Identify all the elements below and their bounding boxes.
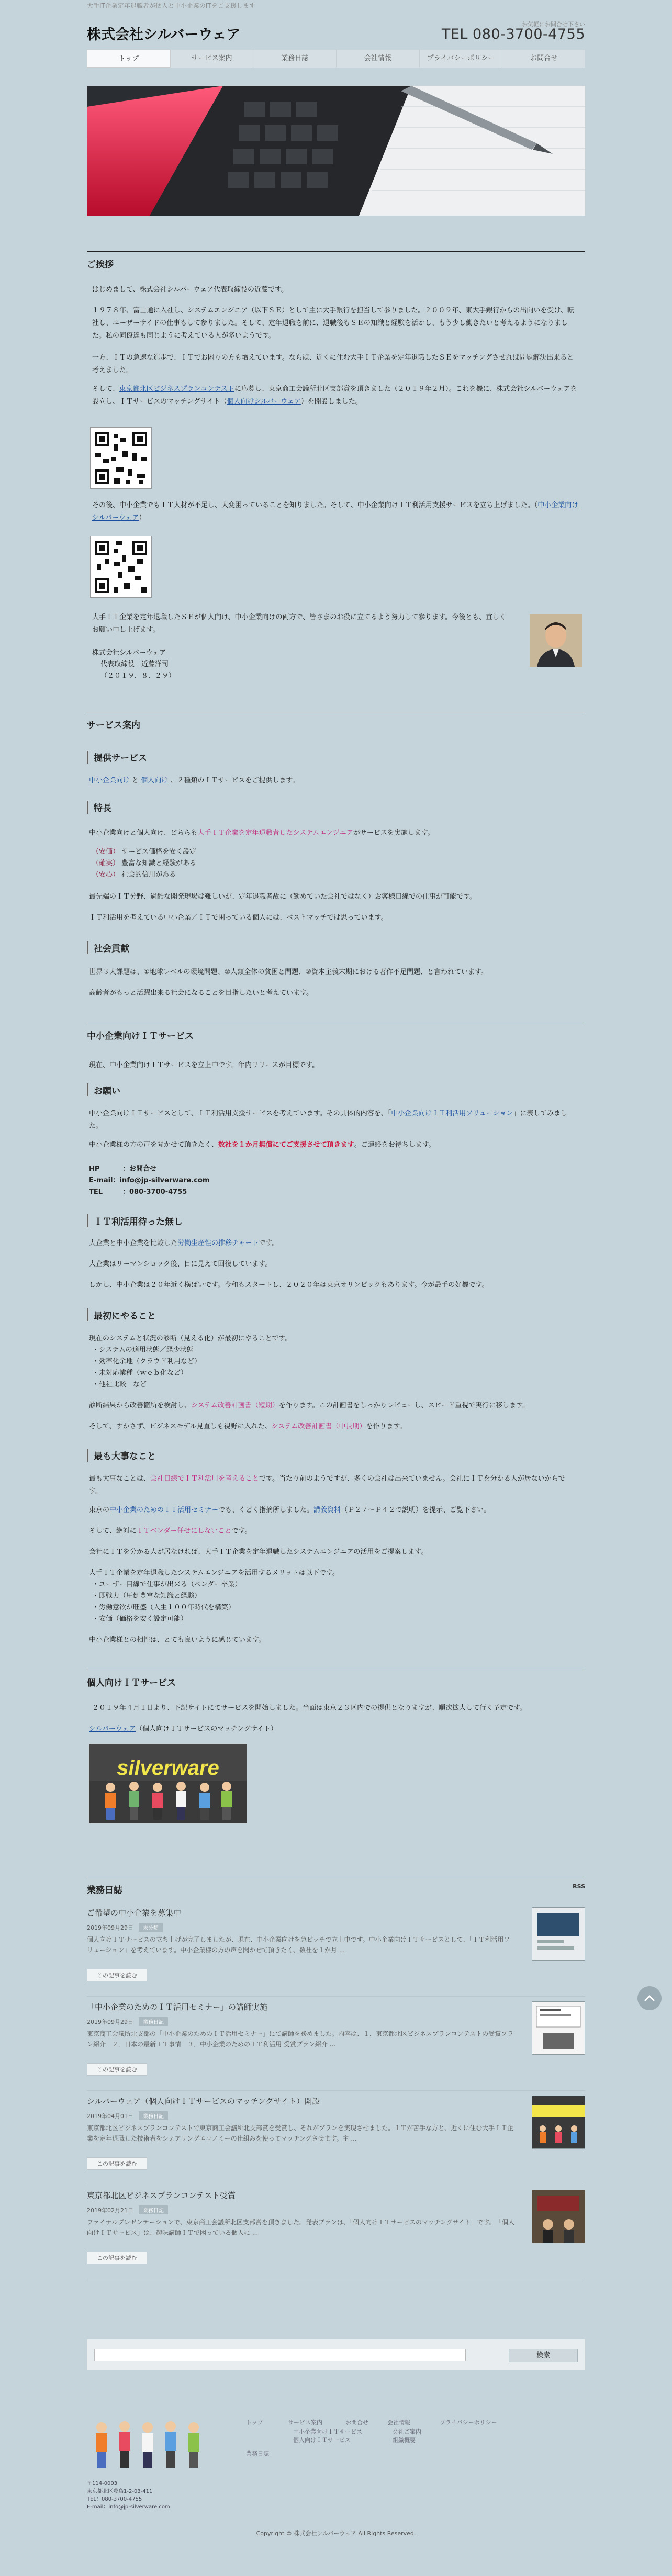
blog-thumbnail[interactable] bbox=[532, 2190, 585, 2243]
footer-link-individual[interactable]: 個人向けＩＴサービス bbox=[293, 2437, 351, 2444]
important-p5: 大手ＩＴ企業を定年退職したシステムエンジニアを活用するメリットは以下です。 bbox=[89, 1569, 339, 1577]
individual-title: 個人向けＩＴサービス bbox=[87, 1670, 585, 1693]
merit-2: ・即戦力（圧倒豊富な知識と経験） bbox=[92, 1592, 201, 1600]
contact-email[interactable]: E-mail：info@jp-silverware.com bbox=[89, 1177, 210, 1184]
chevron-up-icon bbox=[637, 1986, 662, 2010]
company-perspective: 会社目線でＩＴ利活用を考えること bbox=[150, 1475, 260, 1483]
sme-site-link[interactable]: 中小企業向けシルバーウェア bbox=[92, 501, 579, 522]
important-p2-b: でも、くどく指摘所しました。 bbox=[218, 1506, 314, 1514]
important-p6: 中小企業様との相性は、とても良いように感じています。 bbox=[89, 1636, 265, 1644]
blog-item-meta bbox=[87, 2017, 168, 2026]
greeting-title: ご挨拶 bbox=[87, 251, 585, 274]
header-phone: TEL 080-3700-4755 bbox=[441, 26, 585, 42]
feature-intro-a: 中小企業向けと個人向け、どちらも bbox=[89, 829, 198, 837]
greeting-p5 bbox=[92, 499, 579, 524]
features-heading: 特長 bbox=[87, 801, 585, 814]
blog-item-title[interactable]: 「中小企業のためのＩＴ活用セミナー」の講師実施 bbox=[87, 2002, 268, 2012]
important-p1-a: 最も大事なことは、 bbox=[89, 1475, 151, 1483]
blog-item-title[interactable]: シルバーウェア（個人向けＩＴサービスのマッチングサイト）開設 bbox=[87, 2097, 320, 2106]
request-p2-c: 。ご連絡をお待ちします。 bbox=[354, 1141, 435, 1149]
search-button[interactable]: 検索 bbox=[509, 2349, 578, 2362]
silverware-site-link[interactable]: シルバーウェア bbox=[89, 1725, 136, 1733]
footer-link-services[interactable]: サービス案内 bbox=[288, 2419, 322, 2426]
urgency-p2: 大企業はリーマンショック後、目に見えて回復しています。 bbox=[89, 1260, 272, 1268]
greeting-p4 bbox=[92, 383, 579, 408]
greeting-p4-a: そして、 bbox=[92, 385, 119, 393]
banner-logo-text: silverware bbox=[117, 1756, 219, 1779]
footer-link-privacy[interactable]: プライバシーポリシー bbox=[440, 2419, 497, 2426]
blog-item-category[interactable]: 未分類 bbox=[139, 1923, 163, 1932]
contact-hp bbox=[89, 1163, 156, 1175]
merit-4: ・安価（価格を安く設定可能） bbox=[92, 1615, 188, 1623]
sme-title: 中小企業向けＩＴサービス bbox=[87, 1023, 585, 1046]
blog-item bbox=[87, 2190, 585, 2279]
feature-intro-c: がサービスを実施します。 bbox=[353, 829, 434, 837]
blog-item-meta bbox=[87, 2111, 168, 2120]
important-p2-c: （Ｐ２７〜Ｐ４２で説明）を提示、ご覧下さい。 bbox=[341, 1506, 491, 1514]
greeting-p2: １９７８年、富士通に入社し、システムエンジニア（以下ＳＥ）として主に大手銀行を担当して参りました。２００９年、東大手銀行からの出向いを受け、転社し、ユーザーサイドの仕事もして参りました。そして、定年退職を前に、退職後もＳＥの知識と経験を活かし、もう少し働きたいと考えるようになりました。私の同僚達も同じように考えている人が多いようです。 bbox=[92, 307, 574, 340]
signature-date: （２０１９．８．２９） bbox=[100, 672, 176, 680]
footer-link-company-info[interactable]: 会社ご案内 bbox=[393, 2428, 421, 2435]
representative-photo bbox=[530, 614, 582, 667]
scroll-to-top-button[interactable] bbox=[637, 1986, 662, 2010]
footer-address bbox=[87, 2480, 170, 2511]
social-p2: 高齢者がもっと活躍出来る社会になることを目指したいと考えています。 bbox=[89, 989, 313, 997]
urgency-p1 bbox=[89, 1237, 576, 1250]
first-step-item3: ・未対応業種（ｗｅｂ化など） bbox=[92, 1369, 188, 1377]
feature-reliable bbox=[92, 857, 196, 870]
feature-cheap-text: サービス価格を安く設定 bbox=[121, 848, 197, 856]
greeting-p6: 大手ＩＴ企業を定年退職したＳＥが個人向け、中小企業向けの両方で、皆さまのお役に立てるよう努力して参ります。今後とも、宜しくお願い申し上げます。 bbox=[92, 613, 507, 634]
search-input[interactable] bbox=[94, 2349, 466, 2361]
read-more-button[interactable]: この記事を読む bbox=[87, 2063, 147, 2076]
contact-tel-value: ：080-3700-4755 bbox=[122, 1188, 187, 1196]
footer-street: 東京都北区豊島1-2-03-411 bbox=[87, 2489, 153, 2494]
search-bar bbox=[87, 2339, 585, 2370]
footer-link-overview[interactable]: 組織概要 bbox=[393, 2437, 416, 2444]
silverware-banner[interactable] bbox=[89, 1744, 247, 1823]
first-step-p2 bbox=[89, 1399, 576, 1412]
feature-cheap bbox=[92, 846, 196, 858]
nav-item-services[interactable]: サービス案内 bbox=[171, 50, 254, 68]
most-important-heading: 最も大事なこと bbox=[87, 1449, 585, 1462]
seminar-link[interactable]: 中小企業のためのＩＴ活用セミナー bbox=[109, 1506, 219, 1514]
footer-link-contact[interactable]: お問合せ bbox=[345, 2419, 368, 2426]
blog-item bbox=[87, 2001, 585, 2091]
urgency-p1-b: です。 bbox=[259, 1239, 279, 1247]
first-step-p3-a: そして、すかさず、ビジネスモデル見直しも視野に入れた、 bbox=[89, 1423, 272, 1430]
site-logo[interactable]: 株式会社シルバーウェア bbox=[87, 27, 241, 43]
copyright: Copyright © 株式会社シルバーウェア All Rights Reserved. bbox=[256, 2530, 416, 2537]
qr-code-individual bbox=[90, 427, 152, 489]
feature-note1: 最先端のＩＴ分野、過酷な開発現場は難しいが、定年退職者故に（勤めていた会社ではなく）お客様目線での仕事が可能です。 bbox=[89, 893, 476, 901]
footer-link-company[interactable]: 会社情報 bbox=[387, 2419, 410, 2426]
long-term-plan: システム改善計画書（中長期） bbox=[271, 1423, 366, 1430]
feature-intro-highlight: 大手ＩＴ企業を定年退職者したシステムエンジニア bbox=[197, 829, 353, 837]
feature-reliable-tag: （確実） bbox=[92, 859, 120, 867]
blog-item-excerpt: 東京商工会議所北支部の「中小企業のためのＩＴ活用セミナー」にて講師を務めました。内容は、１．東京都北区ビジネスプランコンテストの受賞プラン紹介 ２．日本の最新ＩＴ事情 ３．中小企業のためのＩＴ利活用 受賞プラン紹介 ... bbox=[87, 2030, 514, 2048]
blog-item-title[interactable]: 東京都北区ビジネスプランコンテスト受賞 bbox=[87, 2191, 236, 2200]
blog-item-excerpt: 個人向けＩＴサービスの立ち上げが完了しましたが、現在、中小企業向けを急ピッチで立上中です。中小企業向けＩＴサービスとして、「ＩＴ利活用ソリューション」を考えています。中小企業様の方の声を聞かせて頂きたく、数社を１か月 ... bbox=[87, 1936, 510, 1954]
read-more-button[interactable]: この記事を読む bbox=[87, 2252, 147, 2264]
urgency-p3: しかし、中小企業は２０年近く横ばいです。今和もスタートし、２０２０年は東京オリンピックもあります。今が最手の好機です。 bbox=[89, 1281, 489, 1289]
footer-postal: 〒114-0003 bbox=[87, 2481, 118, 2487]
blog-item-excerpt: 東京都北区ビジネスプランコンテストで東京商工会議所北支部賞を受賞し、それがプランを実現させました。ＩＴが苦手な方と、近くに住む大手ＩＴ企業を定年退職した技術者をシェアリングエコノミーの仕組みを使ってマッチングさせます。主 ... bbox=[87, 2124, 514, 2142]
social-contribution-heading: 社会貢献 bbox=[87, 941, 585, 954]
blog-item-category[interactable]: 業務日記 bbox=[139, 2017, 168, 2026]
signature-company: 株式会社シルバーウェア bbox=[92, 649, 166, 657]
contact-tel-label: TEL bbox=[89, 1188, 103, 1196]
main-content bbox=[87, 216, 585, 2397]
greeting-p5-b: ） bbox=[139, 514, 146, 522]
main-nav bbox=[87, 50, 585, 68]
footer-link-top[interactable]: トップ bbox=[246, 2419, 263, 2426]
contact-tagline: お気軽にお問合せ下さい bbox=[522, 21, 585, 28]
blog-item-category[interactable]: 業務日記 bbox=[139, 2111, 168, 2120]
hero-laptop-illustration bbox=[87, 86, 585, 216]
feature-safe-tag: （安心） bbox=[92, 871, 120, 879]
blog-item-meta bbox=[87, 2205, 168, 2214]
first-step-p2-c: を作ります。この計画書をしっかりレビューし、スピード重視で実行に移します。 bbox=[278, 1402, 530, 1409]
nav-item-contact[interactable]: お問合せ bbox=[530, 54, 558, 62]
important-p2-a: 東京の bbox=[89, 1506, 110, 1514]
important-p4: 会社にＩＴを分かる人が居なければ、大手ＩＴ企業を定年退職したシステムエンジニアの活用をご提案します。 bbox=[89, 1548, 428, 1556]
greeting-p4-c: ）を開設しました。 bbox=[300, 398, 362, 406]
request-heading: お願い bbox=[87, 1083, 585, 1096]
blog-item-date: 2019年09月29日 bbox=[87, 2019, 133, 2025]
individual-site-link[interactable]: 個人向けシルバーウェア bbox=[227, 398, 301, 406]
blog-title: 業務日誌 bbox=[87, 1877, 585, 1900]
blog-thumbnail[interactable] bbox=[532, 1907, 585, 1961]
nav-item-blog[interactable]: 業務日誌 bbox=[253, 50, 337, 68]
blog-item-date: 2019年04月01日 bbox=[87, 2113, 133, 2120]
social-p1: 世界３大課題は、①地球レベルの環境問題、②人類全体の貧困と問題、③資本主義末期における著作不足問題、と言われています。 bbox=[89, 968, 488, 976]
service-intro-end: 、２種類のＩＴサービスをご提供します。 bbox=[168, 777, 299, 785]
important-p3-a: そして、絶対に bbox=[89, 1527, 137, 1535]
blog-item-category[interactable]: 業務日記 bbox=[139, 2205, 168, 2214]
individual-p1: ２０１９年４月１日より、下記サイトにてサービスを開始しました。当面は東京２３区内での提供となりますが、順次拡大して行く予定です。 bbox=[92, 1704, 527, 1712]
sme-intro: 現在、中小企業向けＩＴサービスを立上中です。年内リリースが目標です。 bbox=[89, 1061, 319, 1069]
feature-reliable-text: 豊富な知識と経験がある bbox=[121, 859, 197, 867]
individual-p2-rest: （個人向けＩＴサービスのマッチングサイト） bbox=[136, 1725, 277, 1733]
urgency-heading: ＩＴ利活用待った無し bbox=[87, 1214, 585, 1227]
read-more-button[interactable]: この記事を読む bbox=[87, 2157, 147, 2170]
it-solution-link[interactable]: 中小企業向けＩＴ利活用ソリューション bbox=[391, 1110, 513, 1117]
rss-link[interactable]: RSS bbox=[573, 1883, 585, 1890]
request-p2-a: 中小企業様の方の声を聞かせて頂きたく、 bbox=[89, 1141, 218, 1149]
footer-tel: TEL：080-3700-4755 bbox=[87, 2496, 142, 2502]
blog-item bbox=[87, 1907, 585, 1997]
first-step-heading: 最初にやること bbox=[87, 1308, 585, 1321]
feature-cheap-tag: （安価） bbox=[92, 848, 120, 856]
first-step-p2-a: 診断結果から改善箇所を検討し、 bbox=[89, 1402, 192, 1409]
first-step-item1: ・システムの適用状態／経少状態 bbox=[92, 1346, 194, 1354]
urgency-p1-a: 大企業と中小企業を比較した bbox=[89, 1239, 178, 1247]
site-tagline: 大手IT企業定年退職者が個人と中小企業のITをご支援します bbox=[87, 2, 255, 9]
request-p1 bbox=[89, 1107, 576, 1133]
individual-p2 bbox=[89, 1723, 576, 1735]
important-p1 bbox=[89, 1473, 576, 1498]
first-step-p3 bbox=[89, 1420, 576, 1433]
merit-1: ・ユーザー目線で仕事が出来る（ベンダー卒業） bbox=[92, 1581, 242, 1588]
provided-services-heading: 提供サービス bbox=[87, 751, 585, 764]
service-intro bbox=[89, 775, 576, 787]
sme-service-link[interactable]: 中小企業向け bbox=[89, 777, 130, 785]
footer-email[interactable]: E-mail：info@jp-silverware.com bbox=[87, 2504, 170, 2510]
first-step-item4: ・他社比較 など bbox=[92, 1381, 147, 1388]
first-step-p1: 現在のシステムと状況の診断（見える化）が最初にやることです。 bbox=[89, 1335, 292, 1342]
nav-item-privacy[interactable]: プライバシーポリシー bbox=[420, 50, 503, 68]
blog-thumbnail[interactable] bbox=[532, 2096, 585, 2149]
important-p3-c: です。 bbox=[231, 1527, 252, 1535]
nav-item-top[interactable]: トップ bbox=[87, 50, 171, 68]
request-p1-b: 」に表してみました。 bbox=[89, 1110, 568, 1130]
hero-image bbox=[87, 86, 585, 216]
short-term-plan: システム改善計画書（短期） bbox=[191, 1402, 279, 1409]
feature-safe-text: 社会的信用がある bbox=[121, 871, 176, 879]
bizplan-contest-link[interactable]: 東京都北区ビジネスプランコンテスト bbox=[119, 385, 234, 393]
blog-item-meta bbox=[87, 1923, 163, 1932]
important-p1-c: です。当たり前のようですが、多くの会社は出来ていません。会社にＩＴを分かる人が居ないからです。 bbox=[89, 1475, 565, 1495]
lecture-material-link[interactable]: 講義資料 bbox=[313, 1506, 341, 1514]
productivity-chart-link[interactable]: 労働生産性の推移チャート bbox=[177, 1239, 259, 1247]
read-more-button[interactable]: この記事を読む bbox=[87, 1969, 147, 1981]
footer-nav bbox=[246, 2418, 585, 2481]
nav-item-company[interactable]: 会社情報 bbox=[337, 50, 420, 68]
merit-3: ・労働意欲が旺盛（人生１００年時代を構築） bbox=[92, 1604, 236, 1611]
greeting-p5-a: その後、中小企業でもＩＴ人材が不足し、大変困っていることを知りました。そして、中小企業向けＩＴ利活用支援サービスを立ち上げました。（ bbox=[92, 501, 538, 509]
individual-service-link[interactable]: 個人向け bbox=[141, 777, 169, 785]
blog-item bbox=[87, 2096, 585, 2185]
important-p2 bbox=[89, 1504, 576, 1517]
contact-hp-label: HP bbox=[89, 1165, 100, 1173]
qr-code-sme bbox=[90, 536, 152, 598]
contact-hp-value[interactable]: ：お問合せ bbox=[122, 1165, 157, 1173]
greeting-p1: はじめまして、株式会社シルバーウェア代表取締役の近藤です。 bbox=[92, 286, 288, 294]
footer-logo-illustration bbox=[90, 2419, 221, 2471]
blog-item-title[interactable]: ご希望の中小企業を募集中 bbox=[87, 1908, 182, 1918]
vendor-warning: ＩＴベンダー任せにしないこと bbox=[136, 1527, 232, 1535]
service-title: サービス案内 bbox=[87, 712, 585, 735]
blog-item-excerpt: ファイナルプレゼンテーションで、東京商工会議所北区支部賞を頂きました。発表プランは、「個人向けＩＴサービスのマッチングサイト」です。 「個人向けＩＴサービス」は、趣味講師ＩＴで困っている個人に ... bbox=[87, 2219, 514, 2236]
feature-safe bbox=[92, 869, 176, 881]
footer-link-sme[interactable]: 中小企業向けＩＴサービス bbox=[293, 2428, 362, 2435]
blog-thumbnail[interactable] bbox=[532, 2001, 585, 2055]
request-p1-a: 中小企業向けＩＴサービスとして、ＩＴ利活用支援サービスを考えています。その具体的内容を、「 bbox=[89, 1110, 391, 1117]
header bbox=[87, 15, 585, 41]
feature-intro bbox=[89, 827, 576, 839]
free-support-offer: 数社を１か月無償にてご支援させて頂きます bbox=[218, 1141, 354, 1149]
service-intro-and: と bbox=[130, 777, 141, 785]
signature-name: 代表取締役 近藤洋司 bbox=[100, 660, 169, 668]
blog-item-date: 2019年02月21日 bbox=[87, 2207, 133, 2214]
important-p3 bbox=[89, 1525, 576, 1538]
footer-link-blog[interactable]: 業務日誌 bbox=[246, 2450, 269, 2457]
greeting-p3: 一方、ＩＴの急速な進歩で、ＩＴでお困りの方も増えています。ならば、近くに住む大手ＩＴ企業を定年退職したＳＥをマッチングさせれば問題解決出来ると考えました。 bbox=[92, 354, 574, 374]
contact-tel bbox=[89, 1186, 187, 1199]
feature-note2: ＩＴ利活用を考えている中小企業／ＩＴで困っている個人には、ベストマッチでは思っています。 bbox=[89, 914, 388, 922]
first-step-item2: ・効率化余地（クラウド利用など） bbox=[92, 1358, 201, 1365]
greeting-p4-b: に応募し、東京商工会議所北区支部賞を頂きました（２０１９年２月）。これを機に、株式会社シルバーウェアを設立し、ＩＴサービスのマッチングサイト（ bbox=[92, 385, 577, 406]
request-p2 bbox=[89, 1139, 576, 1151]
blog-item-date: 2019年09月29日 bbox=[87, 1924, 133, 1931]
first-step-p3-c: を作ります。 bbox=[366, 1423, 407, 1430]
